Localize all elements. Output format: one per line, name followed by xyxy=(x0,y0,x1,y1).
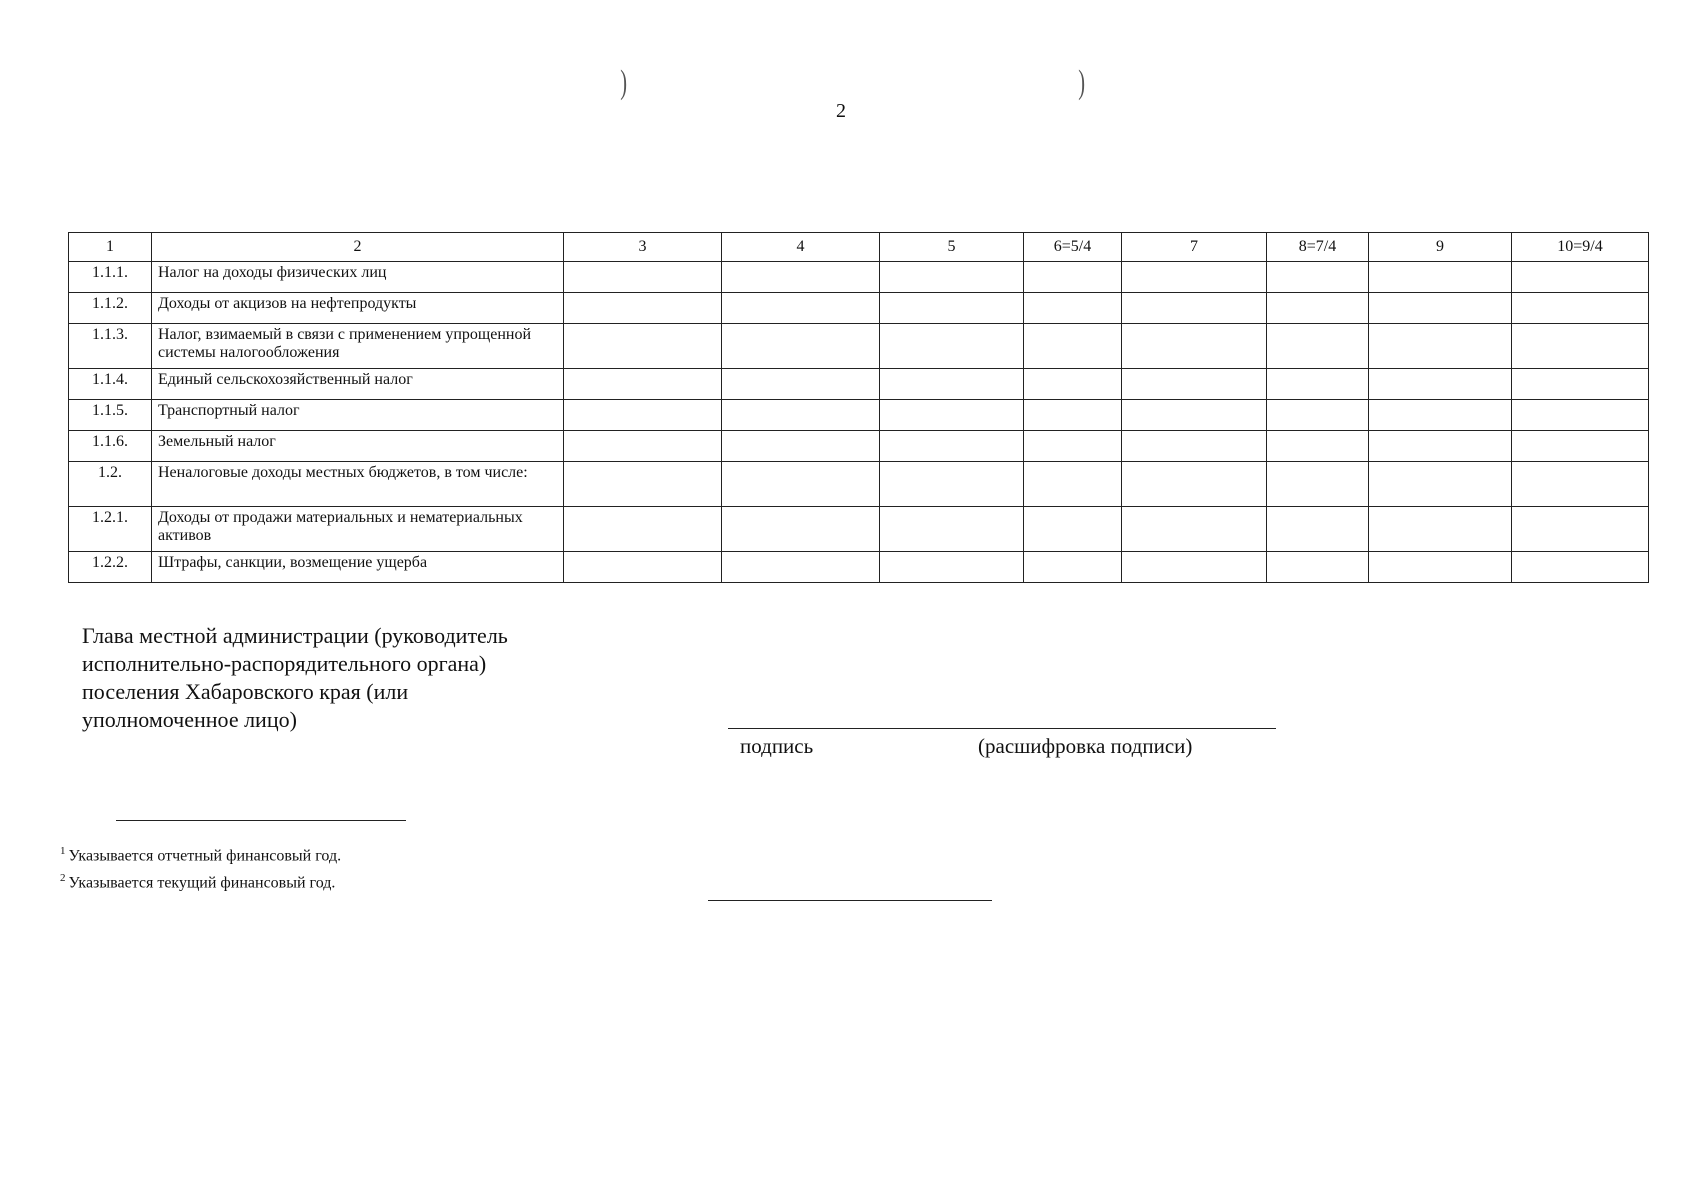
row-code: 1.2. xyxy=(69,462,152,507)
table-row xyxy=(69,507,1649,552)
table-cell xyxy=(1369,552,1512,583)
table-cell xyxy=(1369,507,1512,552)
footnote-item xyxy=(60,840,341,867)
table-cell xyxy=(1369,400,1512,431)
table-cell xyxy=(880,400,1024,431)
column-header: 1 xyxy=(69,233,152,262)
table-row xyxy=(69,462,1649,507)
table-cell xyxy=(1024,369,1122,400)
table-row xyxy=(69,400,1649,431)
table-cell xyxy=(722,507,880,552)
table-cell xyxy=(1267,262,1369,293)
table-header-row xyxy=(69,233,1649,262)
column-header: 6=5/4 xyxy=(1024,233,1122,262)
row-code: 1.1.2. xyxy=(69,293,152,324)
signatory-title xyxy=(82,622,602,734)
table-cell xyxy=(1369,431,1512,462)
table-cell xyxy=(1267,431,1369,462)
signatory-title-line: исполнительно-распорядительного органа) xyxy=(82,651,487,676)
table-cell xyxy=(880,507,1024,552)
table-row xyxy=(69,293,1649,324)
table-cell xyxy=(1369,293,1512,324)
table-cell xyxy=(1512,262,1649,293)
table-cell xyxy=(1024,400,1122,431)
footnote-text: Указывается текущий финансовый год. xyxy=(68,874,336,892)
row-code: 1.1.6. xyxy=(69,431,152,462)
table-cell xyxy=(1024,431,1122,462)
table-cell xyxy=(880,293,1024,324)
table-cell xyxy=(1024,552,1122,583)
table-cell xyxy=(564,324,722,369)
table-cell xyxy=(564,431,722,462)
column-header: 4 xyxy=(722,233,880,262)
row-code: 1.1.4. xyxy=(69,369,152,400)
table-cell xyxy=(722,369,880,400)
row-code: 1.2.1. xyxy=(69,507,152,552)
column-header: 2 xyxy=(152,233,564,262)
table-cell xyxy=(564,262,722,293)
signature-caption: подпись xyxy=(740,734,814,758)
row-code: 1.1.3. xyxy=(69,324,152,369)
table-cell xyxy=(1267,400,1369,431)
row-name: Транспортный налог xyxy=(152,400,564,431)
footnote-mark: 1 xyxy=(60,845,66,857)
table-cell xyxy=(564,462,722,507)
table-cell xyxy=(1267,462,1369,507)
row-code: 1.1.1. xyxy=(69,262,152,293)
row-name: Земельный налог xyxy=(152,431,564,462)
bottom-rule-line xyxy=(708,900,992,901)
table-cell xyxy=(1267,507,1369,552)
table-cell xyxy=(1512,293,1649,324)
table-cell xyxy=(564,400,722,431)
table-cell xyxy=(1024,507,1122,552)
column-header: 3 xyxy=(564,233,722,262)
table-cell xyxy=(722,324,880,369)
table-cell xyxy=(1369,262,1512,293)
signature-decoding-caption: (расшифровка подписи) xyxy=(978,734,1193,758)
row-name: Неналоговые доходы местных бюджетов, в том числе: xyxy=(152,462,564,507)
table-cell xyxy=(1512,369,1649,400)
table-cell xyxy=(1512,552,1649,583)
table-cell xyxy=(1024,462,1122,507)
signatory-title-line: поселения Хабаровского края (или xyxy=(82,679,409,704)
table-cell xyxy=(722,462,880,507)
table-cell xyxy=(1267,552,1369,583)
table-row xyxy=(69,369,1649,400)
scan-bracket-mark-right: ) xyxy=(1078,64,1086,101)
table-cell xyxy=(1267,324,1369,369)
signature-line xyxy=(728,728,1276,729)
table-cell xyxy=(1122,324,1267,369)
table-cell xyxy=(880,324,1024,369)
table-cell xyxy=(564,552,722,583)
footnote-text: Указывается отчетный финансовый год. xyxy=(68,847,342,865)
table-cell xyxy=(1122,293,1267,324)
table-cell xyxy=(1122,400,1267,431)
table-cell xyxy=(1024,293,1122,324)
column-header: 10=9/4 xyxy=(1512,233,1649,262)
row-code: 1.1.5. xyxy=(69,400,152,431)
signatory-title-line: Глава местной администрации (руководитель xyxy=(82,623,508,648)
row-name: Доходы от акцизов на нефтепродукты xyxy=(152,293,564,324)
scan-bracket-mark-left: ) xyxy=(620,64,628,101)
column-header: 8=7/4 xyxy=(1267,233,1369,262)
table-cell xyxy=(1122,369,1267,400)
table-cell xyxy=(1369,462,1512,507)
column-header: 9 xyxy=(1369,233,1512,262)
table-cell xyxy=(1512,431,1649,462)
row-name: Налог, взимаемый в связи с применением упрощенной системы налогообложения xyxy=(152,324,564,369)
table-cell xyxy=(1122,262,1267,293)
table-cell xyxy=(880,552,1024,583)
table-cell xyxy=(722,400,880,431)
page-number: 2 xyxy=(836,100,846,122)
table-cell xyxy=(722,552,880,583)
table-row xyxy=(69,431,1649,462)
table-cell xyxy=(880,431,1024,462)
table-row xyxy=(69,552,1649,583)
table-cell xyxy=(880,369,1024,400)
table-cell xyxy=(1512,507,1649,552)
footnote-item xyxy=(60,867,341,894)
table-cell xyxy=(1512,324,1649,369)
table-cell xyxy=(1369,369,1512,400)
table-cell xyxy=(564,293,722,324)
table-cell xyxy=(880,262,1024,293)
table-cell xyxy=(1122,462,1267,507)
table-cell xyxy=(1512,400,1649,431)
table-cell xyxy=(1122,431,1267,462)
table-cell xyxy=(722,431,880,462)
column-header: 7 xyxy=(1122,233,1267,262)
table-cell xyxy=(1122,552,1267,583)
row-name: Штрафы, санкции, возмещение ущерба xyxy=(152,552,564,583)
table-cell xyxy=(1024,262,1122,293)
table-cell xyxy=(722,293,880,324)
table-cell xyxy=(1369,324,1512,369)
table-row xyxy=(69,324,1649,369)
table-cell xyxy=(1512,462,1649,507)
row-name: Доходы от продажи материальных и нематериальных активов xyxy=(152,507,564,552)
table-cell xyxy=(880,462,1024,507)
footnote-separator xyxy=(116,820,406,821)
column-header: 5 xyxy=(880,233,1024,262)
row-code: 1.2.2. xyxy=(69,552,152,583)
table-cell xyxy=(1267,369,1369,400)
table-cell xyxy=(564,369,722,400)
table-cell xyxy=(1122,507,1267,552)
table-cell xyxy=(1267,293,1369,324)
table-cell xyxy=(722,262,880,293)
row-name: Налог на доходы физических лиц xyxy=(152,262,564,293)
table-cell xyxy=(564,507,722,552)
footnote-mark: 2 xyxy=(60,872,66,885)
revenue-table xyxy=(68,232,1649,583)
footnotes xyxy=(60,840,341,895)
table-cell xyxy=(1024,324,1122,369)
row-name: Единый сельскохозяйственный налог xyxy=(152,369,564,400)
table-row xyxy=(69,262,1649,293)
signatory-title-line: уполномоченное лицо) xyxy=(82,707,297,732)
